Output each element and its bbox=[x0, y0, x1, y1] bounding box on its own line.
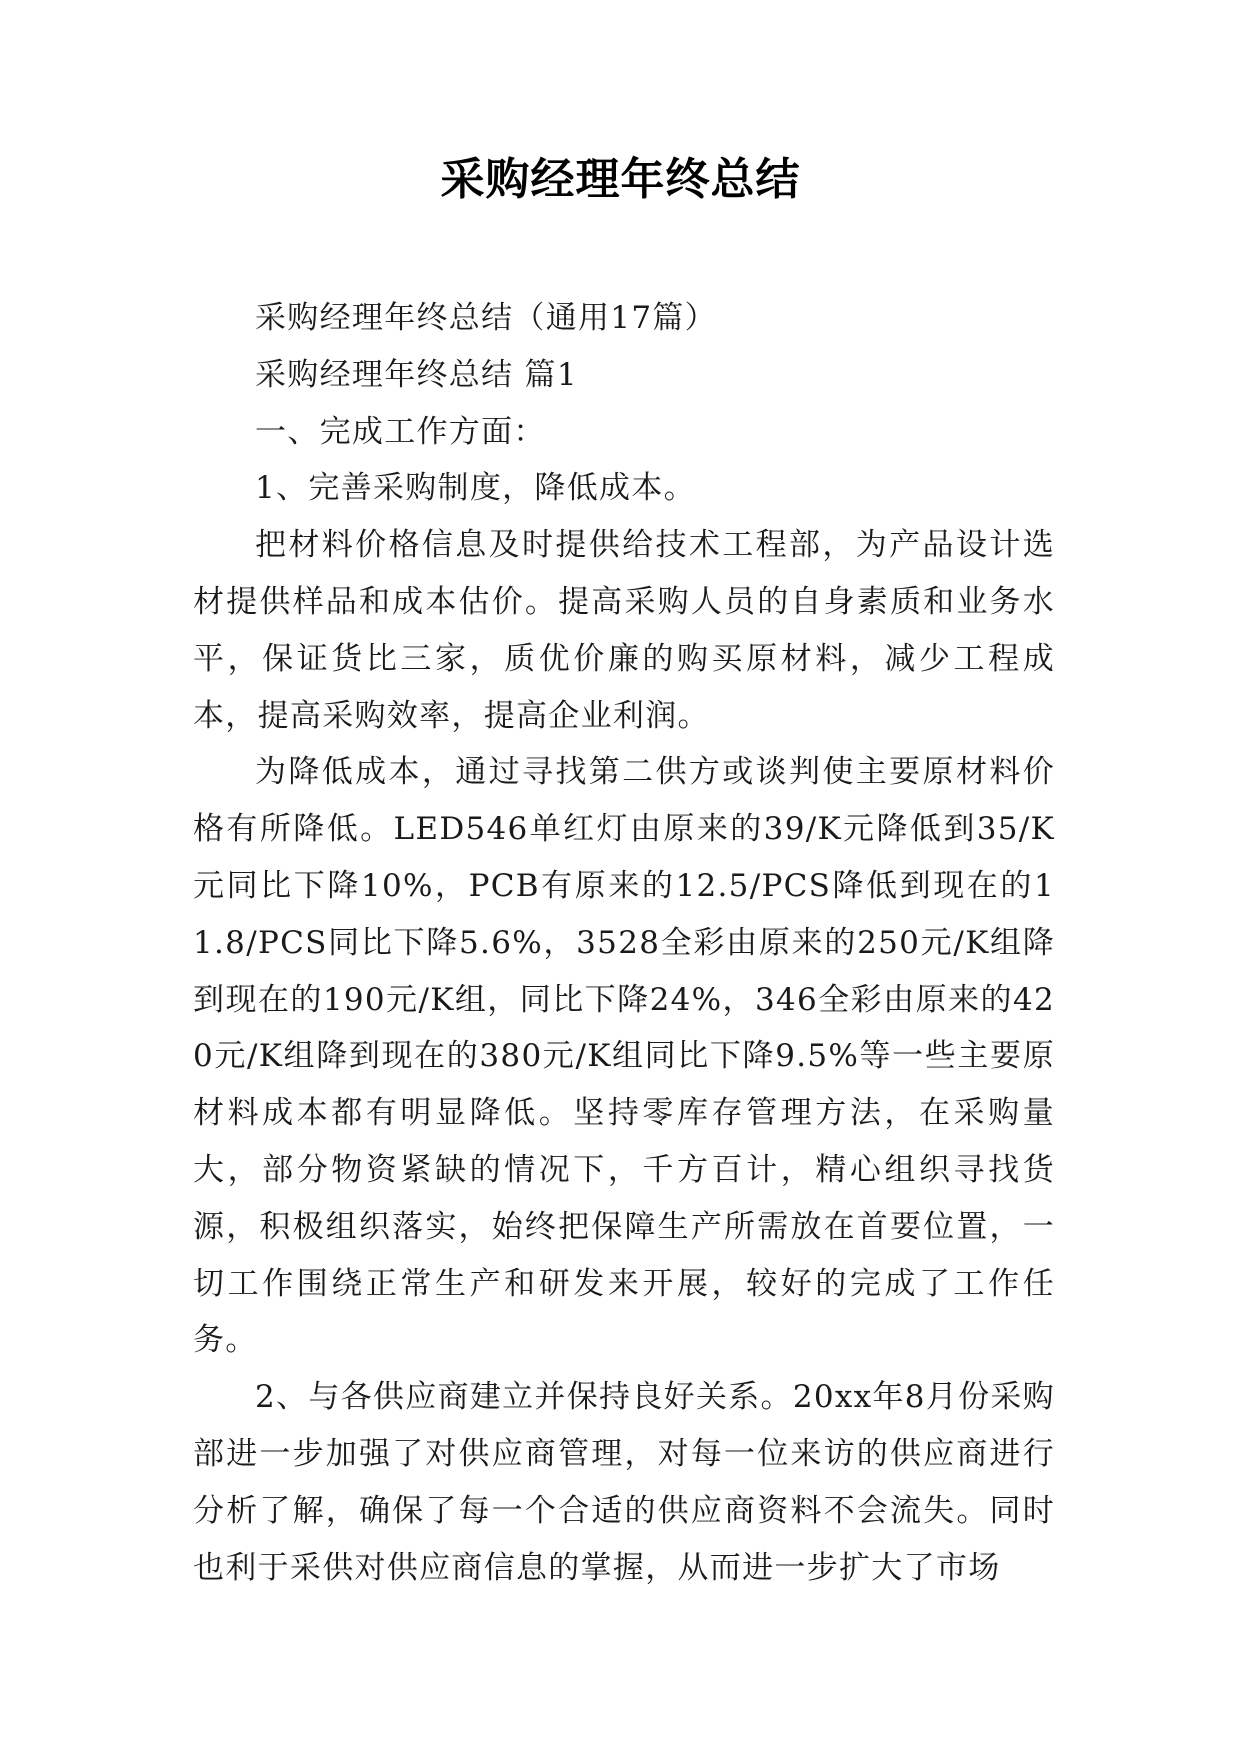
paragraph-subtitle: 采购经理年终总结（通用17篇） bbox=[255, 300, 717, 336]
paragraph-body: 2、与各供应商建立并保持良好关系。20xx年8月份采购部进一步加强了对供应商管理，对每一位来访的供应商进行分析了解，确保了每一个合适的供应商资料不会流失。同时也利于采供对供应商信息的掌握，从而进一步扩大了市场 bbox=[193, 1379, 1055, 1586]
paragraph-item-heading: 1、完善采购制度，降低成本。 bbox=[255, 470, 696, 507]
paragraph-section-heading: 一、完成工作方面： bbox=[255, 413, 546, 450]
document-body bbox=[193, 290, 1055, 1596]
document-title: 采购经理年终总结 bbox=[440, 154, 801, 205]
paragraph-chapter-heading: 采购经理年终总结 篇1 bbox=[255, 356, 578, 393]
paragraph-body: 把材料价格信息及时提供给技术工程部，为产品设计选材提供样品和成本估价。提高采购人员的自身素质和业务水平，保证货比三家，质优价廉的购买原材料，减少工程成本，提高采购效率，提高企业利润。 bbox=[193, 527, 1055, 734]
paragraph-body: 为降低成本，通过寻找第二供方或谈判使主要原材料价格有所降低。LED546单红灯由原来的39/K元降低到35/K元同比下降10%，PCB有原来的12.5/PCS降低到现在的11.8/PCS同比下降5.6%，3528全彩由原来的250元/K组降到现在的190元/K组，同比下降24%，346全彩由原来的420元/K组降到现在的380元/K组同比下降9.5%等一些主要原材料成本都有明显降低。坚持零库存管理方法，在采购量大，部分物资紧缺的情况下，千方百计，精心组织寻找货源，积极组织落实，始终把保障生产所需放在首要位置，一切工作围绕正常生产和研发来开展，较好的完成了工作任务。 bbox=[193, 754, 1055, 1359]
